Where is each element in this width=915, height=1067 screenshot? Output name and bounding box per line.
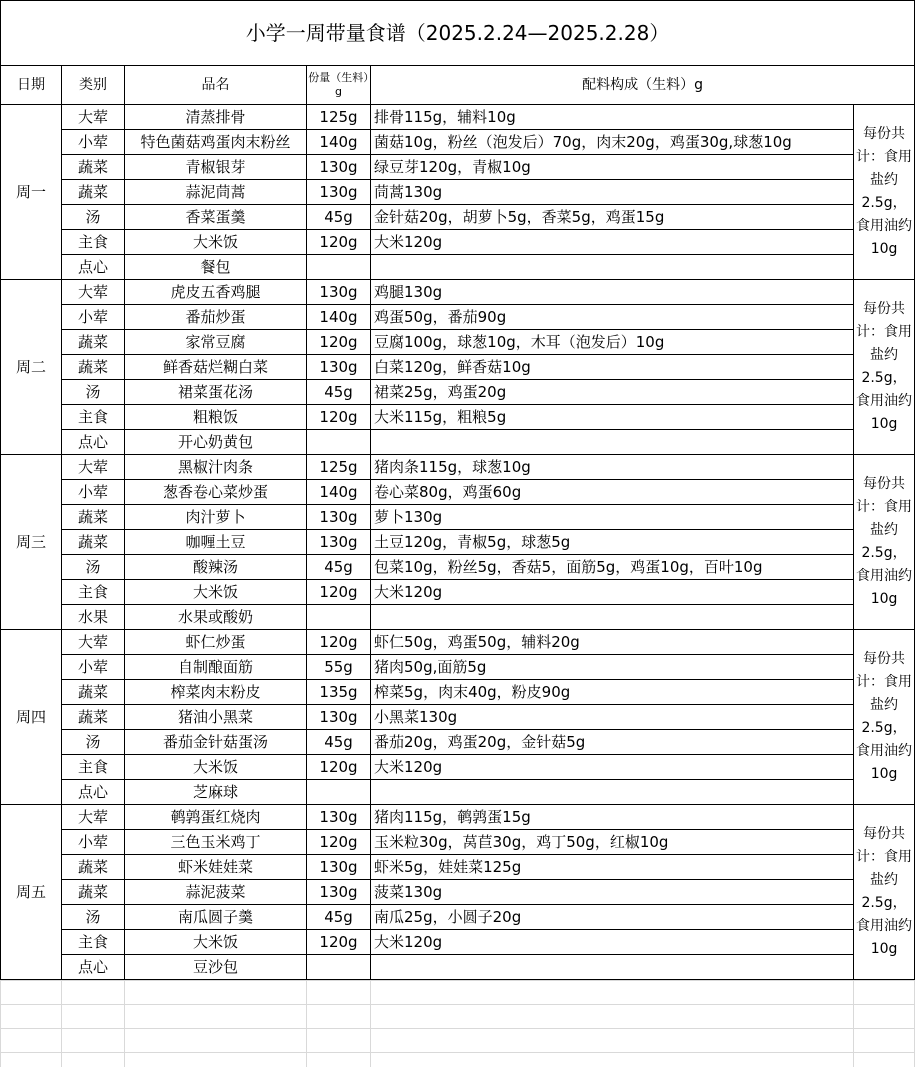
- ingredients-cell: 番茄20g，鸡蛋20g，金针菇5g: [371, 730, 854, 755]
- category-cell: 主食: [62, 230, 125, 255]
- day-label: 周五: [1, 805, 62, 980]
- dish-name-cell: 自制酿面筋: [125, 655, 307, 680]
- ingredients-cell: 包菜10g，粉丝5g，香菇5，面筋5g，鸡蛋10g，百叶10g: [371, 555, 854, 580]
- category-cell: 水果: [62, 605, 125, 630]
- day-label: 周三: [1, 455, 62, 630]
- menu-row: [1, 105, 915, 130]
- dish-name-cell: 榨菜肉末粉皮: [125, 680, 307, 705]
- quantity-cell: 45g: [307, 555, 371, 580]
- dish-name-cell: 水果或酸奶: [125, 605, 307, 630]
- menu-row: [1, 630, 915, 655]
- category-cell: 汤: [62, 380, 125, 405]
- quantity-cell: 135g: [307, 680, 371, 705]
- category-cell: 小荤: [62, 830, 125, 855]
- ingredients-cell: 虾米5g，娃娃菜125g: [371, 855, 854, 880]
- quantity-cell: 130g: [307, 530, 371, 555]
- menu-row: [1, 380, 915, 405]
- category-cell: 主食: [62, 580, 125, 605]
- header-dish: 品名: [125, 66, 307, 105]
- menu-row: [1, 480, 915, 505]
- menu-row: [1, 780, 915, 805]
- quantity-cell: 45g: [307, 730, 371, 755]
- menu-row: [1, 305, 915, 330]
- ingredients-cell: 菠菜130g: [371, 880, 854, 905]
- quantity-cell: 130g: [307, 855, 371, 880]
- category-cell: 汤: [62, 555, 125, 580]
- ingredients-cell: [371, 430, 854, 455]
- nutrition-note: 每份共计：食用盐约2.5g，食用油约10g: [854, 280, 915, 455]
- ingredients-cell: 大米120g: [371, 580, 854, 605]
- ingredients-cell: [371, 780, 854, 805]
- category-cell: 蔬菜: [62, 880, 125, 905]
- header-category: 类别: [62, 66, 125, 105]
- ingredients-cell: 菌菇10g，粉丝（泡发后）70g，肉末20g，鸡蛋30g,球葱10g: [371, 130, 854, 155]
- dish-name-cell: 黑椒汁肉条: [125, 455, 307, 480]
- category-cell: 小荤: [62, 130, 125, 155]
- header-quantity: 份量（生料）g: [307, 66, 371, 105]
- category-cell: 大荤: [62, 630, 125, 655]
- category-cell: 点心: [62, 430, 125, 455]
- menu-row: [1, 955, 915, 980]
- category-cell: 蔬菜: [62, 355, 125, 380]
- dish-name-cell: 酸辣汤: [125, 555, 307, 580]
- dish-name-cell: 餐包: [125, 255, 307, 280]
- dish-name-cell: 家常豆腐: [125, 330, 307, 355]
- dish-name-cell: 大米饭: [125, 930, 307, 955]
- ingredients-cell: 裙菜25g，鸡蛋20g: [371, 380, 854, 405]
- ingredients-cell: 白菜120g，鲜香菇10g: [371, 355, 854, 380]
- quantity-cell: [307, 605, 371, 630]
- nutrition-note: 每份共计：食用盐约2.5g，食用油约10g: [854, 805, 915, 980]
- menu-row: [1, 455, 915, 480]
- category-cell: 蔬菜: [62, 855, 125, 880]
- menu-row: [1, 530, 915, 555]
- dish-name-cell: 清蒸排骨: [125, 105, 307, 130]
- quantity-cell: 130g: [307, 155, 371, 180]
- category-cell: 点心: [62, 955, 125, 980]
- dish-name-cell: 大米饭: [125, 580, 307, 605]
- category-cell: 蔬菜: [62, 680, 125, 705]
- category-cell: 蔬菜: [62, 530, 125, 555]
- nutrition-note: 每份共计：食用盐约2.5g，食用油约10g: [854, 630, 915, 805]
- dish-name-cell: 番茄金针菇蛋汤: [125, 730, 307, 755]
- category-cell: 汤: [62, 730, 125, 755]
- menu-row: [1, 580, 915, 605]
- header-day: 日期: [1, 66, 62, 105]
- dish-name-cell: 大米饭: [125, 230, 307, 255]
- menu-row: [1, 930, 915, 955]
- menu-row: [1, 805, 915, 830]
- menu-row: [1, 905, 915, 930]
- dish-name-cell: 鲜香菇烂糊白菜: [125, 355, 307, 380]
- dish-name-cell: 猪油小黑菜: [125, 705, 307, 730]
- dish-name-cell: 大米饭: [125, 755, 307, 780]
- dish-name-cell: 豆沙包: [125, 955, 307, 980]
- dish-name-cell: 蒜泥菠菜: [125, 880, 307, 905]
- ingredients-cell: [371, 955, 854, 980]
- menu-row: [1, 180, 915, 205]
- menu-row: [1, 155, 915, 180]
- dish-name-cell: 南瓜圆子羹: [125, 905, 307, 930]
- quantity-cell: 130g: [307, 705, 371, 730]
- header-ingredients: 配料构成（生料）g: [371, 66, 915, 105]
- category-cell: 蔬菜: [62, 180, 125, 205]
- dish-name-cell: 粗粮饭: [125, 405, 307, 430]
- quantity-cell: 120g: [307, 755, 371, 780]
- menu-table-body: [1, 1, 915, 980]
- category-cell: 点心: [62, 780, 125, 805]
- menu-row: [1, 830, 915, 855]
- ingredients-cell: 卷心菜80g，鸡蛋60g: [371, 480, 854, 505]
- nutrition-note: 每份共计：食用盐约2.5g，食用油约10g: [854, 455, 915, 630]
- dish-name-cell: 肉汁萝卜: [125, 505, 307, 530]
- menu-row: [1, 680, 915, 705]
- quantity-cell: [307, 255, 371, 280]
- title-row: [1, 1, 915, 66]
- dish-name-cell: 蒜泥茼蒿: [125, 180, 307, 205]
- category-cell: 主食: [62, 405, 125, 430]
- menu-row: [1, 255, 915, 280]
- quantity-cell: 130g: [307, 805, 371, 830]
- ingredients-cell: 土豆120g，青椒5g，球葱5g: [371, 530, 854, 555]
- category-cell: 蔬菜: [62, 330, 125, 355]
- menu-row: [1, 205, 915, 230]
- quantity-cell: 140g: [307, 130, 371, 155]
- category-cell: 大荤: [62, 805, 125, 830]
- menu-row: [1, 355, 915, 380]
- category-cell: 大荤: [62, 105, 125, 130]
- dish-name-cell: 裙菜蛋花汤: [125, 380, 307, 405]
- nutrition-note: 每份共计：食用盐约2.5g，食用油约10g: [854, 105, 915, 280]
- ingredients-cell: 榨菜5g，肉末40g，粉皮90g: [371, 680, 854, 705]
- quantity-cell: 120g: [307, 830, 371, 855]
- menu-row: [1, 330, 915, 355]
- quantity-cell: 120g: [307, 930, 371, 955]
- dish-name-cell: 咖喱土豆: [125, 530, 307, 555]
- ingredients-cell: 茼蒿130g: [371, 180, 854, 205]
- day-label: 周二: [1, 280, 62, 455]
- menu-row: [1, 755, 915, 780]
- dish-name-cell: 虾米娃娃菜: [125, 855, 307, 880]
- dish-name-cell: 虎皮五香鸡腿: [125, 280, 307, 305]
- ingredients-cell: 绿豆芽120g，青椒10g: [371, 155, 854, 180]
- menu-row: [1, 505, 915, 530]
- ingredients-cell: 金针菇20g，胡萝卜5g，香菜5g，鸡蛋15g: [371, 205, 854, 230]
- quantity-cell: 125g: [307, 455, 371, 480]
- ingredients-cell: 鸡蛋50g，番茄90g: [371, 305, 854, 330]
- ingredients-cell: 南瓜25g，小圆子20g: [371, 905, 854, 930]
- quantity-cell: 120g: [307, 580, 371, 605]
- ingredients-cell: 豆腐100g，球葱10g，木耳（泡发后）10g: [371, 330, 854, 355]
- page-title: 小学一周带量食谱（2025.2.24—2025.2.28）: [1, 1, 915, 66]
- quantity-cell: [307, 430, 371, 455]
- day-label: 周一: [1, 105, 62, 280]
- dish-name-cell: 葱香卷心菜炒蛋: [125, 480, 307, 505]
- category-cell: 大荤: [62, 455, 125, 480]
- menu-row: [1, 130, 915, 155]
- quantity-cell: 120g: [307, 630, 371, 655]
- category-cell: 小荤: [62, 480, 125, 505]
- dish-name-cell: 三色玉米鸡丁: [125, 830, 307, 855]
- category-cell: 点心: [62, 255, 125, 280]
- ingredients-cell: 虾仁50g，鸡蛋50g，辅料20g: [371, 630, 854, 655]
- category-cell: 汤: [62, 205, 125, 230]
- ingredients-cell: 猪肉50g,面筋5g: [371, 655, 854, 680]
- ingredients-cell: [371, 605, 854, 630]
- ingredients-cell: 大米120g: [371, 755, 854, 780]
- category-cell: 蔬菜: [62, 505, 125, 530]
- menu-row: [1, 405, 915, 430]
- quantity-cell: 130g: [307, 505, 371, 530]
- ingredients-cell: 小黑菜130g: [371, 705, 854, 730]
- ingredients-cell: 大米120g: [371, 230, 854, 255]
- ingredients-cell: 猪肉条115g，球葱10g: [371, 455, 854, 480]
- quantity-cell: 45g: [307, 380, 371, 405]
- menu-row: [1, 730, 915, 755]
- dish-name-cell: 芝麻球: [125, 780, 307, 805]
- menu-row: [1, 705, 915, 730]
- quantity-cell: 45g: [307, 905, 371, 930]
- dish-name-cell: 特色菌菇鸡蛋肉末粉丝: [125, 130, 307, 155]
- category-cell: 主食: [62, 930, 125, 955]
- category-cell: 蔬菜: [62, 705, 125, 730]
- quantity-cell: [307, 955, 371, 980]
- category-cell: 蔬菜: [62, 155, 125, 180]
- quantity-cell: 140g: [307, 480, 371, 505]
- category-cell: 汤: [62, 905, 125, 930]
- dish-name-cell: 青椒银芽: [125, 155, 307, 180]
- quantity-cell: 130g: [307, 180, 371, 205]
- quantity-cell: 120g: [307, 405, 371, 430]
- quantity-cell: 140g: [307, 305, 371, 330]
- dish-name-cell: 开心奶黄包: [125, 430, 307, 455]
- category-cell: 小荤: [62, 305, 125, 330]
- ingredients-cell: 玉米粒30g，莴苣30g，鸡丁50g，红椒10g: [371, 830, 854, 855]
- ingredients-cell: 排骨115g，辅料10g: [371, 105, 854, 130]
- ingredients-cell: 萝卜130g: [371, 505, 854, 530]
- menu-row: [1, 655, 915, 680]
- day-label: 周四: [1, 630, 62, 805]
- quantity-cell: 120g: [307, 330, 371, 355]
- quantity-cell: 120g: [307, 230, 371, 255]
- menu-row: [1, 605, 915, 630]
- ingredients-cell: 鸡腿130g: [371, 280, 854, 305]
- menu-row: [1, 555, 915, 580]
- quantity-cell: [307, 780, 371, 805]
- ingredients-cell: 大米120g: [371, 930, 854, 955]
- menu-row: [1, 430, 915, 455]
- menu-row: [1, 880, 915, 905]
- ingredients-cell: 猪肉115g，鹌鹑蛋15g: [371, 805, 854, 830]
- ingredients-cell: 大米115g，粗粮5g: [371, 405, 854, 430]
- dish-name-cell: 番茄炒蛋: [125, 305, 307, 330]
- menu-row: [1, 280, 915, 305]
- menu-row: [1, 230, 915, 255]
- category-cell: 主食: [62, 755, 125, 780]
- ingredients-cell: [371, 255, 854, 280]
- quantity-cell: 130g: [307, 280, 371, 305]
- header-row: [1, 66, 915, 105]
- dish-name-cell: 鹌鹑蛋红烧肉: [125, 805, 307, 830]
- quantity-cell: 55g: [307, 655, 371, 680]
- quantity-cell: 45g: [307, 205, 371, 230]
- quantity-cell: 130g: [307, 355, 371, 380]
- category-cell: 大荤: [62, 280, 125, 305]
- dish-name-cell: 虾仁炒蛋: [125, 630, 307, 655]
- category-cell: 小荤: [62, 655, 125, 680]
- menu-row: [1, 855, 915, 880]
- quantity-cell: 130g: [307, 880, 371, 905]
- dish-name-cell: 香菜蛋羹: [125, 205, 307, 230]
- quantity-cell: 125g: [307, 105, 371, 130]
